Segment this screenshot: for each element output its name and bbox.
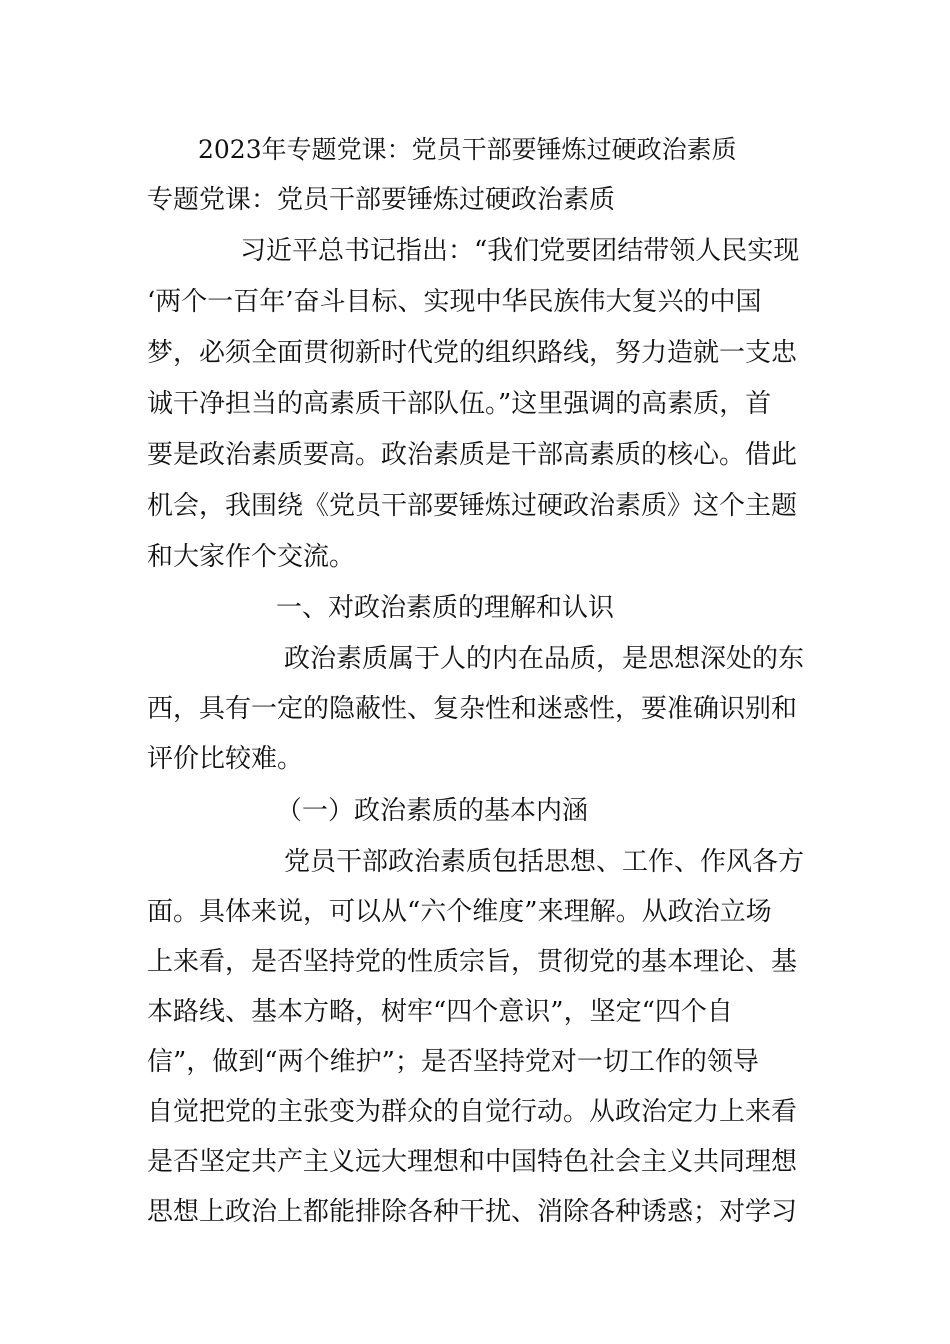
paragraph-line: 西，具有一定的隐蔽性、复杂性和迷惑性，要准确识别和 (147, 694, 798, 724)
paragraph-line: 上来看，是否坚持党的性质宗旨，贯彻党的基本理论、基 (147, 947, 798, 977)
paragraph-line: ‘两个一百年’奋斗目标、实现中华民族伟大复兴的中国 (147, 287, 762, 317)
paragraph-line: 信”，做到“两个维护”；是否坚持党对一切工作的领导 (147, 1047, 759, 1077)
paragraph-line: 政治素质属于人的内在品质，是思想深处的东 (284, 644, 805, 674)
paragraph-line: 党员干部政治素质包括思想、工作、作风各方 (284, 847, 805, 877)
paragraph-line: 机会，我围绕《党员干部要锤炼过硬政治素质》这个主题 (147, 491, 798, 521)
paragraph-line: 习近平总书记指出：“我们党要团结带领人民实现 (240, 236, 800, 266)
paragraph-line: 和大家作个交流。 (147, 542, 356, 572)
paragraph-line: 是否坚定共产主义远大理想和中国特色社会主义共同理想 (147, 1147, 798, 1177)
paragraph-line: 面。具体来说，可以从“六个维度”来理解。从政治立场 (147, 897, 772, 927)
paragraph-line: 评价比较难。 (147, 744, 304, 774)
subsection-heading: （一）政治素质的基本内涵 (276, 796, 589, 826)
paragraph-line: 梦，必须全面贯彻新时代党的组织路线，努力造就一支忠 (147, 338, 798, 368)
paragraph-line: 要是政治素质要高。政治素质是干部高素质的核心。借此 (147, 440, 798, 470)
paragraph-line: 思想上政治上都能排除各种干扰、消除各种诱惑；对学习 (147, 1197, 798, 1227)
paragraph-line: 自觉把党的主张变为群众的自觉行动。从政治定力上来看 (147, 1097, 798, 1127)
paragraph-line: 诚干净担当的高素质干部队伍。”这里强调的高素质，首 (147, 389, 772, 419)
document-title: 2023年专题党课：党员干部要锤炼过硬政治素质 (198, 135, 737, 164)
document-subtitle: 专题党课：党员干部要锤炼过硬政治素质 (147, 185, 616, 215)
section-heading: 一、对政治素质的理解和认识 (276, 593, 615, 623)
paragraph-line: 本路线、基本方略，树牢“四个意识”，坚定“四个自 (147, 997, 733, 1027)
